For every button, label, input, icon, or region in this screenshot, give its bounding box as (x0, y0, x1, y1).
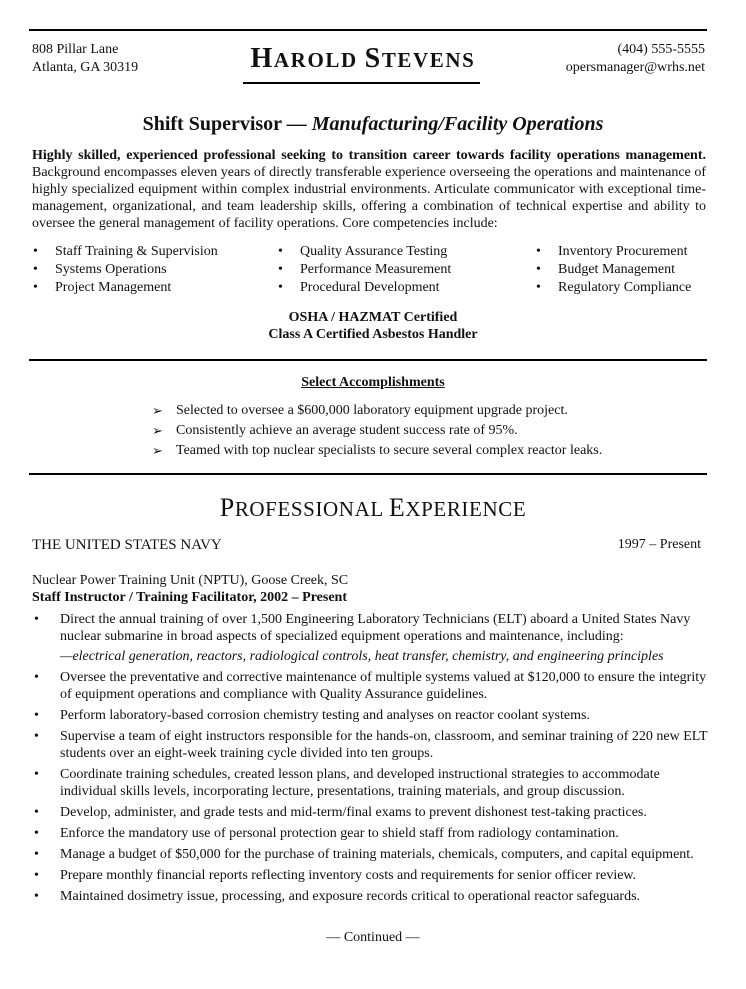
summary-body: Background encompasses eleven years of directly transferable experience overseeing the operations and maintenance of highly specialized equipment within complex industrial environments. Articulate communicator with exceptional time-management, organizational, and team leadership skills, offering a combination of technical expertise and ability to oversee the general management of facility operations. Core competencies include: (32, 165, 706, 231)
competency-item: • Budget Management (536, 261, 691, 279)
competencies-column-1 (33, 243, 218, 297)
employer-name: THE UNITED STATES NAVY (32, 537, 222, 553)
accomplishment-item: ➢ Consistently achieve an average student success rate of 95%. (152, 421, 602, 441)
duty-item: • Enforce the mandatory use of personal protection gear to shield staff from radiology contamination. (34, 826, 619, 841)
summary-lead: Highly skilled, experienced professional seeking to transition career towards facility operations management. (32, 148, 706, 163)
competencies-column-3 (536, 243, 691, 297)
name-last-rest: TEVENS (381, 48, 476, 72)
divider-1 (29, 359, 707, 361)
competencies-column-2 (278, 243, 451, 297)
applicant-name (243, 43, 483, 75)
accomplishments-heading: Select Accomplishments (301, 375, 445, 390)
contact-address (32, 41, 138, 77)
duty-item: • Coordinate training schedules, created lesson plans, and developed instructional strategies to accommodate individual skills levels, incorporating lecture, presentations, training materials, and group discussion. (34, 767, 660, 799)
top-rule (29, 29, 707, 31)
arrow-bullet-icon: ➢ (152, 443, 163, 458)
name-first-initial: H (250, 43, 274, 74)
duty-subitems: —electrical generation, reactors, radiological controls, heat transfer, chemistry, and engineering principles (60, 649, 664, 664)
duty-item: • Maintained dosimetry issue, processing, and exposure records critical to operational reactor safeguards. (34, 889, 641, 904)
job-position: Staff Instructor / Training Facilitator, 2002 – Present (32, 590, 347, 605)
arrow-bullet-icon: ➢ (152, 403, 163, 418)
certification-asbestos: Class A Certified Asbestos Handler (268, 327, 478, 342)
competency-item: • Regulatory Compliance (536, 279, 691, 297)
duty-item: • Supervise a team of eight instructors responsible for the hands-on, classroom, and seminar training of 220 new ELT students over an eight-week training cycle divided into ten groups. (34, 729, 708, 761)
competency-item: • Inventory Procurement (536, 243, 691, 261)
resume-headline (0, 113, 746, 136)
duty-item: • Perform laboratory-based corrosion chemistry testing and analyses on reactor coolant systems. (34, 708, 590, 723)
experience-heading: PROFESSIONAL EXPERIENCE (219, 493, 527, 522)
address-street: 808 Pillar Lane (32, 42, 119, 57)
continued-marker: — Continued — (326, 930, 420, 945)
competency-item: • Procedural Development (278, 279, 451, 297)
competency-item: • Systems Operations (33, 261, 218, 279)
name-underline (243, 82, 480, 84)
competency-item: • Staff Training & Supervision (33, 243, 218, 261)
duty-item: • Direct the annual training of over 1,500 Engineering Laboratory Technicians (ELT) aboard a United States Navy nuclear submarine in broad aspects of specialized equipment operations and maintenance, including: —electrical generation, reactors, radiological controls, heat transfer, chemistry, and engineering principles (32, 611, 716, 665)
duty-item: • Prepare monthly financial reports reflecting inventory costs and requirements for senior officer review. (34, 868, 637, 883)
duty-item: • Oversee the preventative and corrective maintenance of multiple systems valued at $120,000 to ensure the integrity of equipment operations and compliance with Quality Assurance guidelines. (34, 670, 707, 702)
competency-item: • Performance Measurement (278, 261, 451, 279)
competency-item: • Project Management (33, 279, 218, 297)
accomplishments-list (152, 401, 602, 461)
divider-2 (29, 473, 707, 475)
phone-number: (404) 555-5555 (617, 42, 705, 57)
accomplishment-item: ➢ Teamed with top nuclear specialists to secure several complex reactor leaks. (152, 441, 602, 461)
employment-dates: 1997 – Present (617, 537, 701, 552)
contact-phone-email (566, 41, 705, 77)
accomplishment-item: ➢ Selected to oversee a $600,000 laboratory equipment upgrade project. (152, 401, 602, 421)
email-address[interactable]: opersmanager@wrhs.net (565, 60, 705, 75)
duty-item: • Manage a budget of $50,000 for the purchase of training materials, chemicals, computers, and capital equipment. (34, 847, 694, 862)
competency-item: • Quality Assurance Testing (278, 243, 451, 261)
job-details (32, 572, 348, 606)
address-city: Atlanta, GA 30319 (32, 60, 139, 75)
certification-osha: OSHA / HAZMAT Certified (288, 310, 458, 325)
duty-item: • Develop, administer, and grade tests and mid-term/final exams to prevent dishonest test-taking practices. (34, 805, 647, 820)
profile-summary (32, 147, 706, 232)
name-last-initial: S (364, 43, 382, 74)
duties-list (32, 611, 716, 909)
name-first-rest: AROLD (273, 48, 358, 72)
headline-focus: Manufacturing/Facility Operations (311, 113, 604, 135)
certifications (0, 309, 746, 343)
unit-location: Nuclear Power Training Unit (NPTU), Goose Creek, SC (32, 573, 349, 588)
arrow-bullet-icon: ➢ (152, 423, 163, 438)
headline-role: Shift Supervisor — (142, 113, 307, 135)
